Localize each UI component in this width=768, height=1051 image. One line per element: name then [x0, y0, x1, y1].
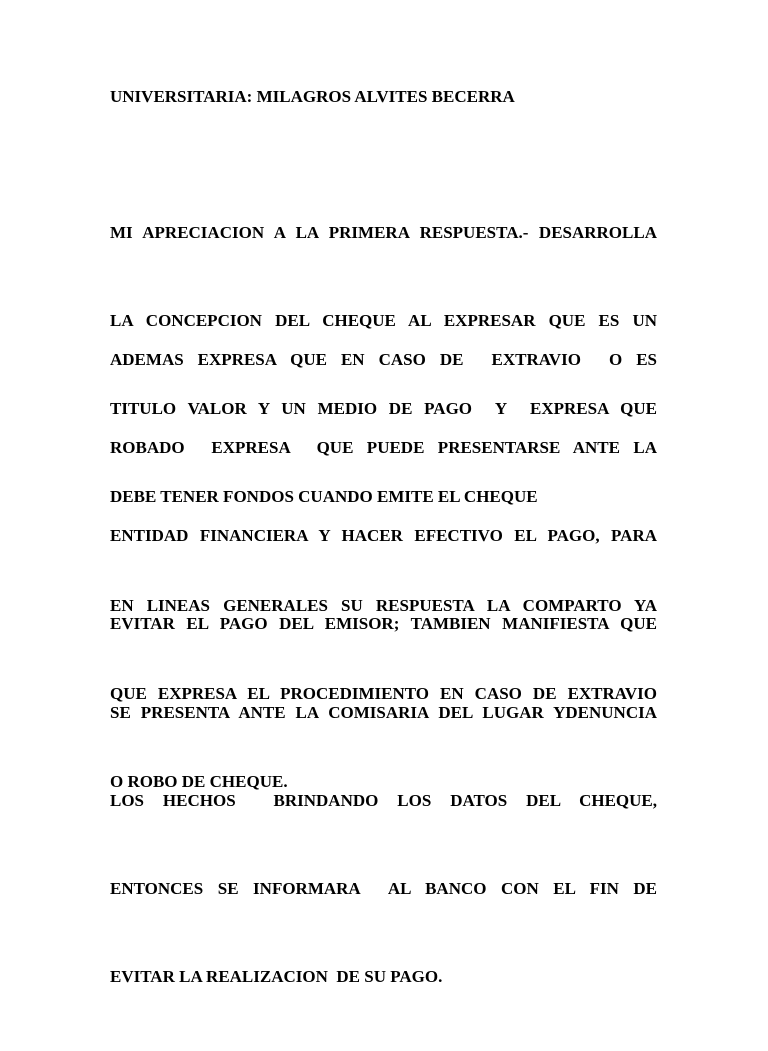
paragraph-line: TITULO VALOR Y UN MEDIO DE PAGO Y EXPRESA QUE	[110, 399, 657, 419]
document-heading: UNIVERSITARIA: MILAGROS ALVITES BECERRA	[110, 87, 515, 106]
paragraph-line: MI APRECIACION A LA PRIMERA RESPUESTA.- DESARROLLA	[110, 222, 657, 242]
paragraph-line: ENTONCES SE INFORMARA AL BANCO CON EL FIN DE	[110, 879, 657, 899]
paragraph-line: ROBADO EXPRESA QUE PUEDE PRESENTARSE ANTE LA	[110, 438, 657, 458]
paragraph-line: EVITAR EL PAGO DEL EMISOR; TAMBIEN MANIFIESTA QUE	[110, 614, 657, 634]
paragraph-line: ENTIDAD FINANCIERA Y HACER EFECTIVO EL PAGO, PARA	[110, 526, 657, 546]
paragraph-line: QUE EXPRESA EL PROCEDIMIENTO EN CASO DE EXTRAVIO	[110, 684, 657, 704]
paragraph-line: LA CONCEPCION DEL CHEQUE AL EXPRESAR QUE ES UN	[110, 311, 657, 331]
paragraph-line: O ROBO DE CHEQUE.	[110, 772, 288, 792]
paragraph-line: DEBE TENER FONDOS CUANDO EMITE EL CHEQUE	[110, 487, 538, 507]
paragraph-line: EN LINEAS GENERALES SU RESPUESTA LA COMPARTO YA	[110, 595, 657, 615]
paragraph-3	[110, 532, 657, 855]
paragraph-line: SE PRESENTA ANTE LA COMISARIA DEL LUGAR YDENUNCIA	[110, 702, 657, 722]
paragraph-line: EVITAR LA REALIZACION DE SU PAGO.	[110, 967, 443, 987]
paragraph-line: ADEMAS EXPRESA QUE EN CASO DE EXTRAVIO O ES	[110, 349, 657, 369]
paragraph-line: LOS HECHOS BRINDANDO LOS DATOS DEL CHEQUE,	[110, 790, 657, 810]
